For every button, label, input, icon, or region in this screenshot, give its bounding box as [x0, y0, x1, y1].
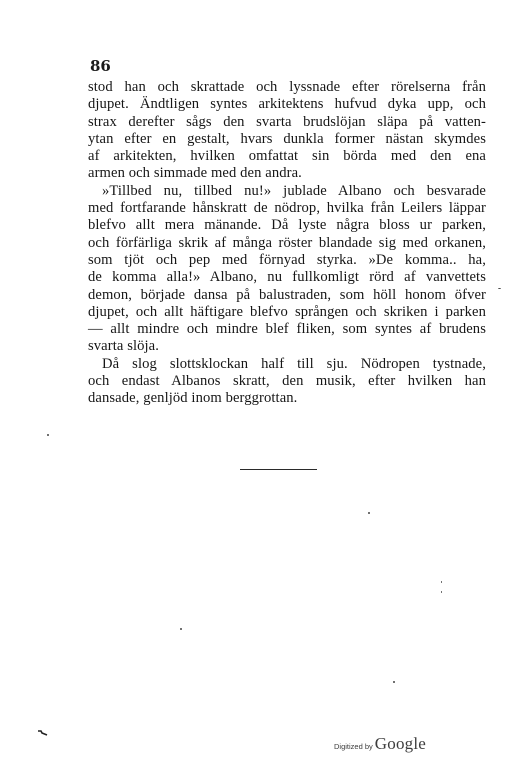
text-line: af arkitekten, hvilken omfattat sin börda med den ena: [88, 148, 486, 165]
text-line: ytan efter en gestalt, hvars dunkla former nästan skymdes: [88, 130, 486, 147]
text-line: och förfärliga skrik af många röster blandade sig med orkanen,: [88, 234, 486, 251]
text-line: och endast Albanos skratt, den musik, efter hvilken han: [88, 373, 486, 390]
watermark-brand: Google: [374, 734, 427, 753]
text-line: stod han och skrattade och lyssnade efter rörelserna från: [88, 79, 486, 95]
text-line: demon, började dansa på balustraden, som höll honom öfver: [88, 286, 486, 303]
text-line: »Tillbed nu, tillbed nu!» jublade Albano och besvarade: [102, 182, 486, 199]
scan-speck: [368, 512, 370, 514]
scan-speck: [441, 581, 442, 583]
page-body-text: [88, 79, 486, 408]
page-number: 86: [90, 57, 111, 75]
scan-speck: [393, 681, 395, 683]
text-line: armen och simmade med den andra.: [88, 165, 302, 182]
scan-speck: [498, 288, 501, 289]
scan-speck: [180, 628, 182, 630]
text-line: med fortfarande hånskratt de nödrop, hvilka från Leilers läppar: [88, 200, 486, 217]
scan-speck: [47, 434, 49, 436]
scan-mark-icon: [38, 730, 48, 736]
text-line: blefvo allt mera mänande. Då lyste några bloss ur parken,: [88, 217, 486, 234]
scan-speck: [441, 591, 442, 593]
text-line: djupet. Ändtligen syntes arkitektens hufvud dyka upp, och: [88, 96, 486, 113]
text-line: djupet, och allt häftigare blefvo sprången och skriken i parken: [88, 303, 486, 320]
text-line: de komma alla!» Albano, nu fullkomligt rörd af vanvettets: [88, 269, 486, 286]
text-line: svarta slöja.: [88, 338, 160, 355]
text-line: som tjöt och pep med förnyad styrka. »De komma.. ha,: [88, 251, 486, 268]
text-line: Då slog slottsklockan half till sju. Nödropen tystnade,: [102, 355, 486, 372]
text-line: dansade, genljöd inom berggrottan.: [88, 390, 298, 407]
digitized-watermark: [334, 734, 426, 754]
text-line: — allt mindre och mindre blef fliken, som syntes af brudens: [88, 321, 486, 338]
watermark-prefix: Digitized by: [334, 742, 373, 751]
section-divider: [240, 469, 317, 470]
text-line: strax derefter sågs den svarta brudslöjan släpa på vatten-: [88, 113, 486, 130]
